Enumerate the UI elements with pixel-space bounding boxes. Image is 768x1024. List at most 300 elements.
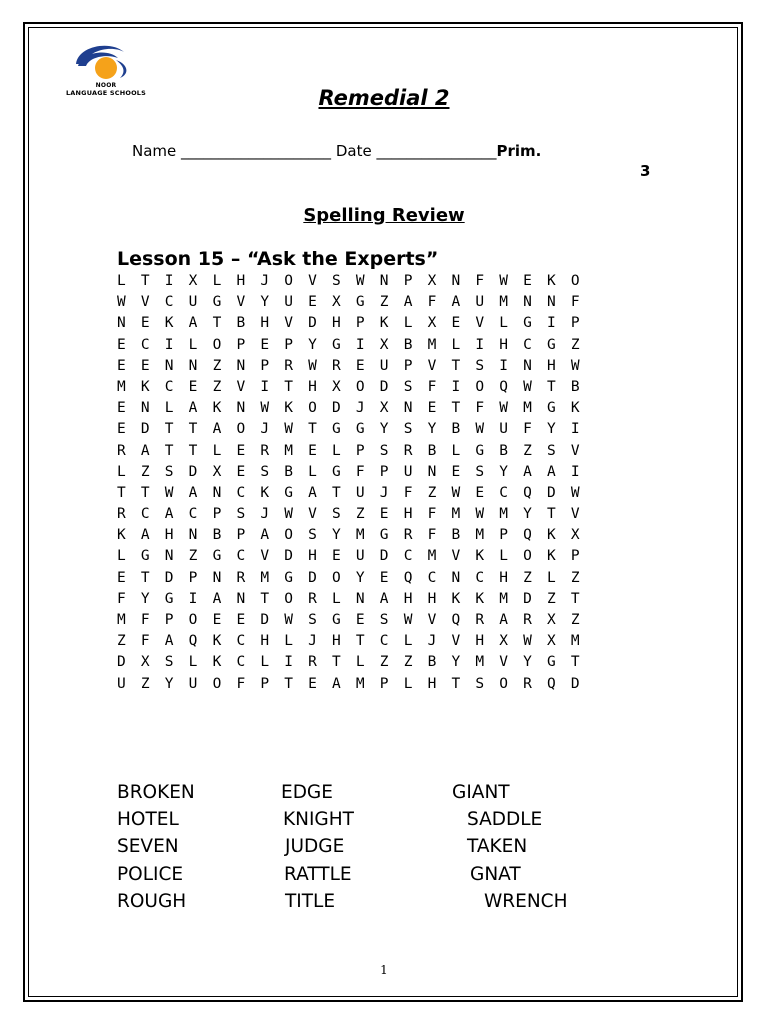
grid-letter[interactable]: F <box>427 527 437 544</box>
grid-letter[interactable]: R <box>523 675 532 692</box>
grid-letter[interactable]: Z <box>212 357 222 374</box>
grid-letter[interactable]: A <box>212 421 222 438</box>
grid-letter[interactable]: I <box>164 273 174 289</box>
grid-letter[interactable]: N <box>427 463 437 480</box>
grid-letter[interactable]: S <box>164 654 174 671</box>
grid-letter[interactable]: W <box>523 378 532 395</box>
grid-letter[interactable]: I <box>260 378 270 395</box>
grid-letter[interactable]: H <box>403 506 413 523</box>
grid-letter[interactable]: T <box>164 442 174 459</box>
grid-letter[interactable]: V <box>451 548 461 565</box>
grid-letter[interactable]: O <box>475 378 485 395</box>
grid-letter[interactable]: L <box>451 336 461 353</box>
grid-letter[interactable]: G <box>284 484 293 501</box>
grid-letter[interactable]: H <box>475 633 485 650</box>
grid-letter[interactable]: A <box>164 506 174 523</box>
grid-letter[interactable]: D <box>308 315 317 332</box>
grid-letter[interactable]: A <box>212 590 222 607</box>
grid-letter[interactable]: W <box>260 400 270 417</box>
grid-letter[interactable]: M <box>475 527 485 544</box>
grid-letter[interactable]: G <box>284 569 293 586</box>
grid-letter[interactable]: T <box>284 675 293 692</box>
grid-letter[interactable]: O <box>332 569 341 586</box>
grid-letter[interactable]: I <box>570 463 580 480</box>
grid-letter[interactable]: A <box>188 315 198 332</box>
grid-letter[interactable]: Q <box>523 527 532 544</box>
grid-letter[interactable]: N <box>451 273 461 289</box>
grid-letter[interactable]: O <box>212 336 222 353</box>
grid-letter[interactable]: S <box>260 463 270 480</box>
grid-letter[interactable]: T <box>212 315 222 332</box>
grid-letter[interactable]: H <box>499 336 508 353</box>
grid-letter[interactable]: Z <box>379 654 389 671</box>
grid-letter[interactable]: N <box>212 569 222 586</box>
grid-letter[interactable]: W <box>164 484 174 501</box>
grid-letter[interactable]: B <box>427 654 437 671</box>
grid-letter[interactable]: B <box>284 463 293 480</box>
grid-letter[interactable]: B <box>403 336 413 353</box>
grid-letter[interactable]: T <box>140 484 150 501</box>
grid-letter[interactable]: N <box>379 273 389 289</box>
grid-letter[interactable]: I <box>164 336 174 353</box>
grid-letter[interactable]: X <box>547 612 556 628</box>
grid-letter[interactable]: E <box>236 612 246 628</box>
grid-letter[interactable]: G <box>212 294 222 311</box>
grid-letter[interactable]: E <box>117 400 126 417</box>
grid-letter[interactable]: L <box>117 463 126 480</box>
grid-letter[interactable]: S <box>475 357 485 374</box>
grid-letter[interactable]: P <box>164 612 174 628</box>
grid-letter[interactable]: G <box>332 612 341 628</box>
grid-letter[interactable]: B <box>451 421 461 438</box>
grid-letter[interactable]: A <box>260 527 270 544</box>
grid-letter[interactable]: H <box>308 548 317 565</box>
grid-letter[interactable]: O <box>188 612 198 628</box>
grid-letter[interactable]: E <box>117 357 126 374</box>
grid-letter[interactable]: S <box>379 612 389 628</box>
grid-letter[interactable]: N <box>547 294 556 311</box>
grid-letter[interactable]: L <box>212 442 222 459</box>
grid-letter[interactable]: S <box>236 506 246 523</box>
grid-letter[interactable]: G <box>379 527 389 544</box>
grid-letter[interactable]: Y <box>547 421 556 438</box>
grid-letter[interactable]: D <box>164 569 174 586</box>
grid-letter[interactable]: F <box>427 506 437 523</box>
grid-letter[interactable]: X <box>212 463 222 480</box>
grid-letter[interactable]: W <box>523 633 532 650</box>
grid-letter[interactable]: Z <box>427 484 437 501</box>
grid-letter[interactable]: K <box>547 273 556 289</box>
grid-letter[interactable]: V <box>308 273 317 289</box>
grid-letter[interactable]: O <box>523 548 532 565</box>
grid-letter[interactable]: T <box>188 421 198 438</box>
grid-letter[interactable]: F <box>570 294 580 311</box>
grid-letter[interactable]: C <box>236 654 246 671</box>
grid-letter[interactable]: U <box>379 357 389 374</box>
grid-letter[interactable]: O <box>355 378 365 395</box>
grid-letter[interactable]: D <box>523 590 532 607</box>
grid-letter[interactable]: A <box>499 612 508 628</box>
grid-letter[interactable]: W <box>284 421 293 438</box>
grid-letter[interactable]: N <box>212 484 222 501</box>
grid-letter[interactable]: W <box>284 612 293 628</box>
grid-letter[interactable]: L <box>164 400 174 417</box>
grid-letter[interactable]: O <box>284 590 293 607</box>
grid-letter[interactable]: G <box>475 442 485 459</box>
grid-letter[interactable]: B <box>499 442 508 459</box>
grid-letter[interactable]: T <box>451 675 461 692</box>
grid-letter[interactable]: K <box>117 527 126 544</box>
grid-letter[interactable]: Q <box>547 675 556 692</box>
grid-letter[interactable]: Q <box>499 378 508 395</box>
grid-letter[interactable]: R <box>117 506 126 523</box>
grid-letter[interactable]: Y <box>355 569 365 586</box>
grid-letter[interactable]: E <box>188 378 198 395</box>
grid-letter[interactable]: V <box>284 315 293 332</box>
grid-letter[interactable]: D <box>140 421 150 438</box>
grid-letter[interactable]: M <box>499 294 508 311</box>
grid-letter[interactable]: E <box>523 273 532 289</box>
grid-letter[interactable]: U <box>188 675 198 692</box>
grid-letter[interactable]: P <box>379 463 389 480</box>
grid-letter[interactable]: J <box>379 484 389 501</box>
grid-letter[interactable]: N <box>236 590 246 607</box>
grid-letter[interactable]: J <box>355 400 365 417</box>
grid-letter[interactable]: G <box>140 548 150 565</box>
grid-letter[interactable]: G <box>547 336 556 353</box>
grid-letter[interactable]: N <box>140 400 150 417</box>
grid-letter[interactable]: H <box>236 273 246 289</box>
grid-letter[interactable]: H <box>260 633 270 650</box>
grid-letter[interactable]: N <box>164 548 174 565</box>
grid-letter[interactable]: S <box>332 506 341 523</box>
grid-letter[interactable]: J <box>260 421 270 438</box>
grid-letter[interactable]: C <box>236 484 246 501</box>
grid-letter[interactable]: X <box>499 633 508 650</box>
grid-letter[interactable]: Y <box>451 654 461 671</box>
grid-letter[interactable]: T <box>332 654 341 671</box>
grid-letter[interactable]: W <box>570 484 580 501</box>
grid-letter[interactable]: K <box>379 315 389 332</box>
grid-letter[interactable]: H <box>260 315 270 332</box>
grid-letter[interactable]: S <box>403 378 413 395</box>
grid-letter[interactable]: R <box>260 442 270 459</box>
grid-letter[interactable]: P <box>570 548 580 565</box>
grid-letter[interactable]: E <box>236 463 246 480</box>
grid-letter[interactable]: L <box>499 548 508 565</box>
grid-letter[interactable]: M <box>355 675 365 692</box>
grid-letter[interactable]: I <box>284 654 293 671</box>
grid-letter[interactable]: N <box>164 357 174 374</box>
grid-letter[interactable]: Y <box>523 506 532 523</box>
grid-letter[interactable]: W <box>284 506 293 523</box>
grid-letter[interactable]: V <box>308 506 317 523</box>
grid-letter[interactable]: D <box>188 463 198 480</box>
grid-letter[interactable]: L <box>499 315 508 332</box>
grid-letter[interactable]: Y <box>427 421 437 438</box>
grid-letter[interactable]: L <box>332 590 341 607</box>
grid-letter[interactable]: S <box>379 442 389 459</box>
grid-letter[interactable]: S <box>332 273 341 289</box>
grid-letter[interactable]: Y <box>379 421 389 438</box>
grid-letter[interactable]: O <box>236 421 246 438</box>
grid-letter[interactable]: E <box>117 336 126 353</box>
grid-letter[interactable]: O <box>499 675 508 692</box>
grid-letter[interactable]: U <box>188 294 198 311</box>
grid-letter[interactable]: J <box>260 506 270 523</box>
grid-letter[interactable]: K <box>284 400 293 417</box>
grid-letter[interactable]: M <box>117 612 126 628</box>
grid-letter[interactable]: Z <box>140 463 150 480</box>
grid-letter[interactable]: P <box>188 569 198 586</box>
grid-letter[interactable]: K <box>451 590 461 607</box>
grid-letter[interactable]: Z <box>523 569 532 586</box>
grid-letter[interactable]: H <box>499 569 508 586</box>
grid-letter[interactable]: W <box>499 273 508 289</box>
grid-letter[interactable]: H <box>427 675 437 692</box>
grid-letter[interactable]: A <box>332 675 341 692</box>
grid-letter[interactable]: H <box>547 357 556 374</box>
grid-letter[interactable]: Z <box>570 336 580 353</box>
grid-letter[interactable]: A <box>188 400 198 417</box>
grid-letter[interactable]: V <box>475 315 485 332</box>
grid-letter[interactable]: F <box>140 612 150 628</box>
grid-letter[interactable]: N <box>403 400 413 417</box>
grid-letter[interactable]: H <box>332 633 341 650</box>
grid-letter[interactable]: L <box>260 654 270 671</box>
grid-letter[interactable]: D <box>308 569 317 586</box>
grid-letter[interactable]: T <box>332 484 341 501</box>
grid-letter[interactable]: W <box>570 357 580 374</box>
grid-letter[interactable]: U <box>355 484 365 501</box>
grid-letter[interactable]: L <box>451 442 461 459</box>
grid-letter[interactable]: U <box>284 294 293 311</box>
grid-letter[interactable]: C <box>475 569 485 586</box>
grid-letter[interactable]: X <box>379 400 389 417</box>
grid-letter[interactable]: E <box>140 357 150 374</box>
grid-letter[interactable]: B <box>570 378 580 395</box>
grid-letter[interactable]: G <box>164 590 174 607</box>
grid-letter[interactable]: X <box>379 336 389 353</box>
grid-letter[interactable]: L <box>117 273 126 289</box>
grid-letter[interactable]: V <box>140 294 150 311</box>
grid-letter[interactable]: I <box>570 421 580 438</box>
grid-letter[interactable]: C <box>427 569 437 586</box>
grid-letter[interactable]: G <box>547 654 556 671</box>
grid-letter[interactable]: P <box>355 442 365 459</box>
grid-letter[interactable]: F <box>117 590 126 607</box>
grid-letter[interactable]: D <box>117 654 126 671</box>
grid-letter[interactable]: C <box>499 484 508 501</box>
grid-letter[interactable]: O <box>212 675 222 692</box>
grid-letter[interactable]: E <box>308 294 317 311</box>
grid-letter[interactable]: D <box>547 484 556 501</box>
grid-letter[interactable]: J <box>308 633 317 650</box>
grid-letter[interactable]: E <box>379 506 389 523</box>
grid-letter[interactable]: E <box>212 612 222 628</box>
grid-letter[interactable]: M <box>499 506 508 523</box>
grid-letter[interactable]: H <box>427 590 437 607</box>
grid-letter[interactable]: F <box>427 378 437 395</box>
grid-letter[interactable]: I <box>547 315 556 332</box>
grid-letter[interactable]: Q <box>451 612 461 628</box>
grid-letter[interactable]: F <box>403 484 413 501</box>
grid-letter[interactable]: L <box>547 569 556 586</box>
grid-letter[interactable]: K <box>570 400 580 417</box>
grid-letter[interactable]: S <box>475 675 485 692</box>
grid-letter[interactable]: L <box>403 675 413 692</box>
grid-letter[interactable]: Q <box>403 569 413 586</box>
grid-letter[interactable]: W <box>355 273 365 289</box>
grid-letter[interactable]: A <box>379 590 389 607</box>
grid-letter[interactable]: Y <box>164 675 174 692</box>
grid-letter[interactable]: E <box>308 442 317 459</box>
grid-letter[interactable]: C <box>164 378 174 395</box>
grid-letter[interactable]: B <box>451 527 461 544</box>
grid-letter[interactable]: I <box>355 336 365 353</box>
grid-letter[interactable]: C <box>379 633 389 650</box>
grid-letter[interactable]: A <box>403 294 413 311</box>
grid-letter[interactable]: E <box>355 357 365 374</box>
grid-letter[interactable]: X <box>427 273 437 289</box>
grid-letter[interactable]: Z <box>355 506 365 523</box>
grid-letter[interactable]: O <box>284 273 293 289</box>
grid-letter[interactable]: S <box>308 527 317 544</box>
grid-letter[interactable]: V <box>451 633 461 650</box>
grid-letter[interactable]: T <box>284 378 293 395</box>
grid-letter[interactable]: G <box>547 400 556 417</box>
grid-letter[interactable]: T <box>260 590 270 607</box>
grid-letter[interactable]: M <box>260 569 270 586</box>
grid-letter[interactable]: C <box>236 633 246 650</box>
grid-letter[interactable]: K <box>547 527 556 544</box>
grid-letter[interactable]: R <box>403 442 413 459</box>
grid-letter[interactable]: E <box>451 315 461 332</box>
grid-letter[interactable]: C <box>140 506 150 523</box>
grid-letter[interactable]: V <box>236 294 246 311</box>
grid-letter[interactable]: T <box>451 357 461 374</box>
grid-letter[interactable]: T <box>164 421 174 438</box>
grid-letter[interactable]: P <box>570 315 580 332</box>
grid-letter[interactable]: M <box>355 527 365 544</box>
grid-letter[interactable]: G <box>332 421 341 438</box>
grid-letter[interactable]: V <box>499 654 508 671</box>
grid-letter[interactable]: A <box>451 294 461 311</box>
grid-letter[interactable]: L <box>284 633 293 650</box>
grid-letter[interactable]: V <box>260 548 270 565</box>
grid-letter[interactable]: L <box>403 633 413 650</box>
grid-letter[interactable]: Z <box>570 569 580 586</box>
grid-letter[interactable]: X <box>427 315 437 332</box>
grid-letter[interactable]: A <box>188 484 198 501</box>
grid-letter[interactable]: A <box>140 442 150 459</box>
grid-letter[interactable]: T <box>570 654 580 671</box>
grid-letter[interactable]: X <box>188 273 198 289</box>
grid-letter[interactable]: E <box>140 315 150 332</box>
grid-letter[interactable]: Z <box>117 633 126 650</box>
grid-letter[interactable]: T <box>451 400 461 417</box>
grid-letter[interactable]: X <box>332 378 341 395</box>
grid-letter[interactable]: Q <box>523 484 532 501</box>
grid-letter[interactable]: S <box>547 442 556 459</box>
grid-letter[interactable]: E <box>355 612 365 628</box>
grid-letter[interactable]: U <box>499 421 508 438</box>
grid-letter[interactable]: Y <box>523 654 532 671</box>
grid-letter[interactable]: T <box>117 484 126 501</box>
grid-letter[interactable]: E <box>427 400 437 417</box>
grid-letter[interactable]: V <box>427 357 437 374</box>
grid-letter[interactable]: J <box>427 633 437 650</box>
grid-letter[interactable]: S <box>475 463 485 480</box>
grid-letter[interactable]: G <box>355 421 365 438</box>
grid-letter[interactable]: M <box>427 336 437 353</box>
grid-letter[interactable]: L <box>212 273 222 289</box>
grid-letter[interactable]: K <box>475 548 485 565</box>
grid-letter[interactable]: M <box>117 378 126 395</box>
grid-letter[interactable]: Z <box>403 654 413 671</box>
grid-letter[interactable]: S <box>403 421 413 438</box>
grid-letter[interactable]: L <box>188 654 198 671</box>
grid-letter[interactable]: P <box>379 675 389 692</box>
grid-letter[interactable]: P <box>260 675 270 692</box>
grid-letter[interactable]: M <box>427 548 437 565</box>
grid-letter[interactable]: S <box>308 612 317 628</box>
grid-letter[interactable]: I <box>188 590 198 607</box>
grid-letter[interactable]: A <box>164 633 174 650</box>
grid-letter[interactable]: K <box>212 400 222 417</box>
grid-letter[interactable]: H <box>308 378 317 395</box>
grid-letter[interactable]: D <box>379 548 389 565</box>
grid-letter[interactable]: N <box>523 357 532 374</box>
grid-letter[interactable]: E <box>308 675 317 692</box>
grid-letter[interactable]: F <box>355 463 365 480</box>
grid-letter[interactable]: P <box>403 273 413 289</box>
grid-letter[interactable]: T <box>140 569 150 586</box>
grid-letter[interactable]: X <box>140 654 150 671</box>
grid-letter[interactable]: X <box>570 527 580 544</box>
grid-letter[interactable]: K <box>475 590 485 607</box>
grid-letter[interactable]: V <box>236 378 246 395</box>
grid-letter[interactable]: V <box>570 506 580 523</box>
grid-letter[interactable]: R <box>475 612 485 628</box>
grid-letter[interactable]: K <box>164 315 174 332</box>
grid-letter[interactable]: W <box>499 400 508 417</box>
grid-letter[interactable]: L <box>332 442 341 459</box>
grid-letter[interactable]: M <box>570 633 580 650</box>
grid-letter[interactable]: M <box>284 442 293 459</box>
grid-letter[interactable]: U <box>403 463 413 480</box>
grid-letter[interactable]: B <box>427 442 437 459</box>
grid-letter[interactable]: A <box>140 527 150 544</box>
grid-letter[interactable]: R <box>117 442 126 459</box>
grid-letter[interactable]: C <box>523 336 532 353</box>
grid-letter[interactable]: B <box>212 527 222 544</box>
grid-letter[interactable]: Y <box>260 294 270 311</box>
grid-letter[interactable]: B <box>236 315 246 332</box>
grid-letter[interactable]: Z <box>379 294 389 311</box>
grid-letter[interactable]: T <box>547 378 556 395</box>
grid-letter[interactable]: I <box>475 336 485 353</box>
grid-letter[interactable]: L <box>117 548 126 565</box>
grid-letter[interactable]: P <box>236 336 246 353</box>
grid-letter[interactable]: K <box>212 633 222 650</box>
grid-letter[interactable]: M <box>475 654 485 671</box>
grid-letter[interactable]: E <box>451 463 461 480</box>
grid-letter[interactable]: Y <box>308 336 317 353</box>
grid-letter[interactable]: Y <box>140 590 150 607</box>
grid-letter[interactable]: A <box>308 484 317 501</box>
grid-letter[interactable]: Y <box>499 463 508 480</box>
